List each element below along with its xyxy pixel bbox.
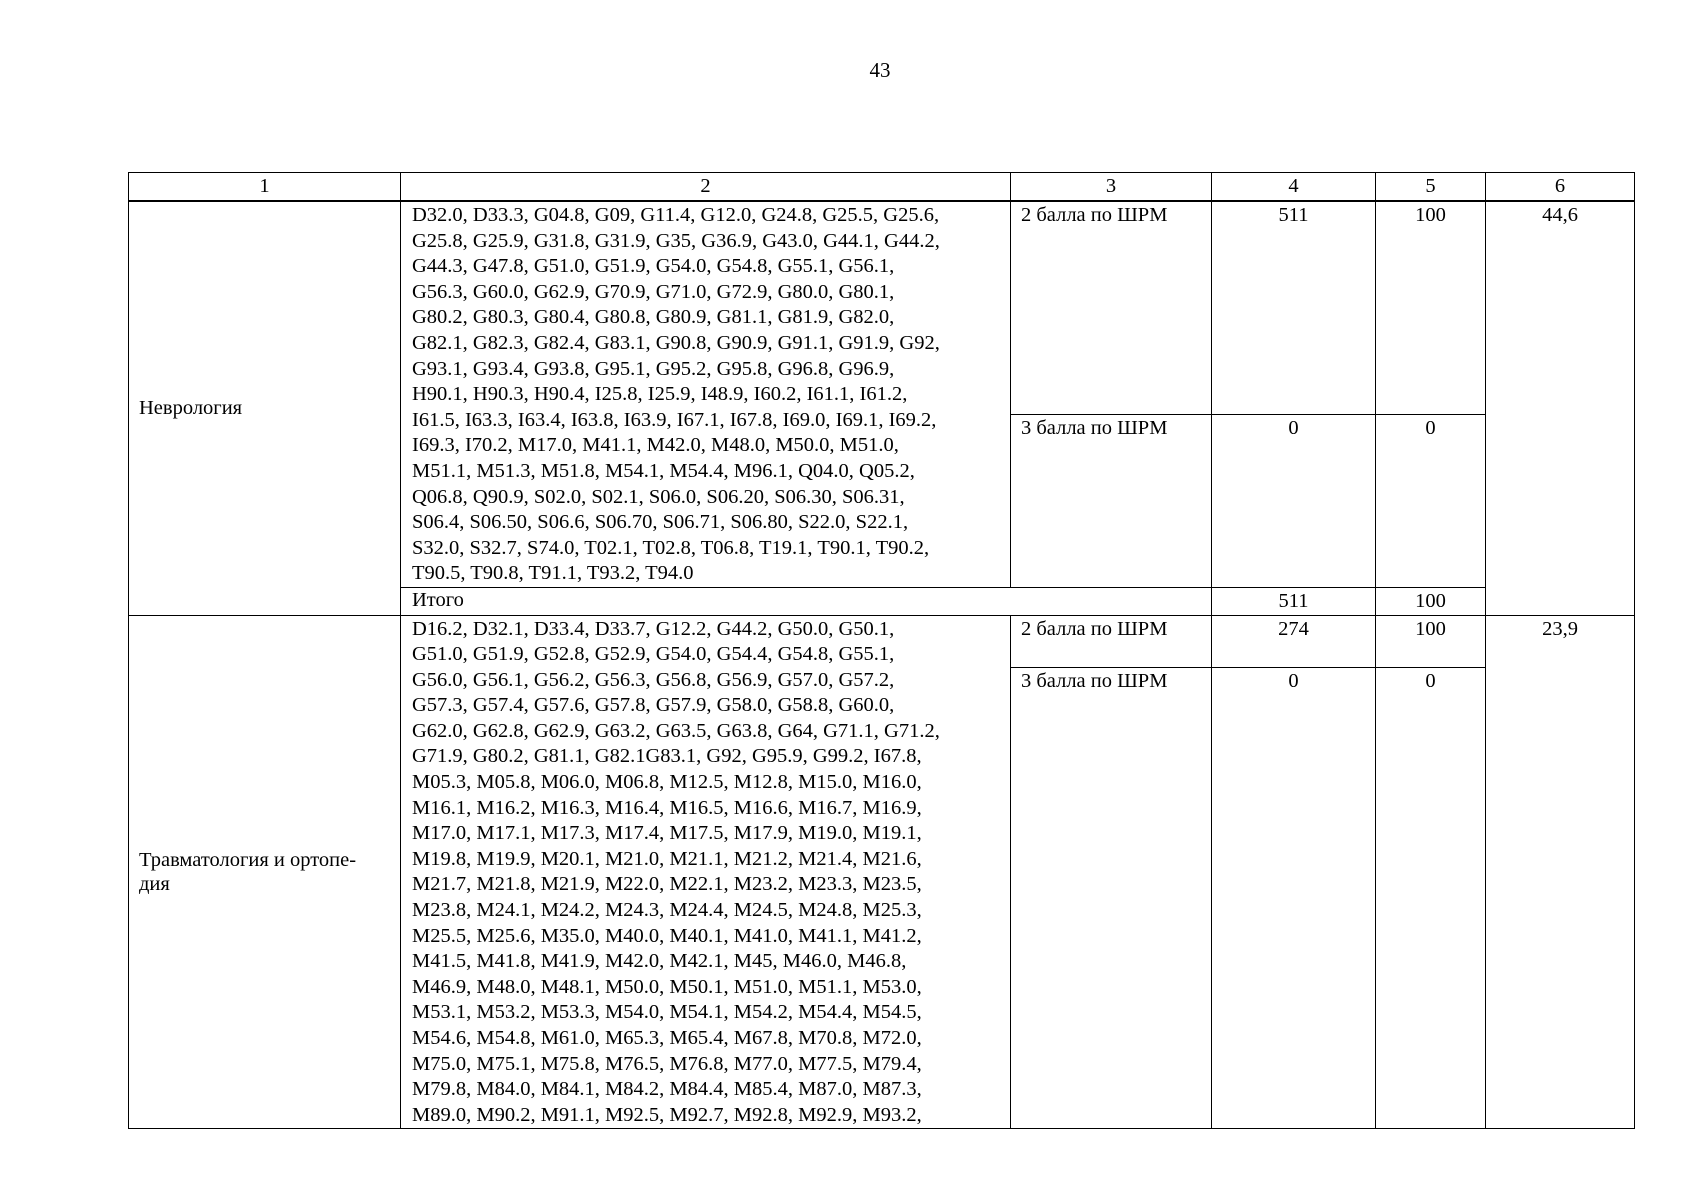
codes-line: M05.3, M05.8, M06.0, M06.8, M12.5, M12.8, M15.0, M16.0,	[412, 771, 922, 794]
codes-line: T90.5, T90.8, T91.1, T93.2, T94.0	[412, 562, 694, 585]
header-col-1: 1	[129, 173, 401, 202]
header-col-4: 4	[1212, 173, 1376, 202]
criterion-cell: 3 балла по ШРМ	[1011, 667, 1212, 1129]
col6-value: 44,6	[1486, 201, 1635, 615]
col6-value: 23,9	[1486, 615, 1635, 1129]
col4-value: 0	[1212, 415, 1376, 588]
codes-line: D16.2, D32.1, D33.4, D33.7, G12.2, G44.2, G50.0, G50.1,	[412, 617, 895, 640]
specialty-line: Травматология и ортопе-	[139, 848, 357, 871]
col4-value: 274	[1212, 615, 1376, 667]
col4-value: 0	[1212, 667, 1376, 1129]
codes-line: G57.3, G57.4, G57.6, G57.8, G57.9, G58.0, G58.8, G60.0,	[412, 694, 895, 717]
codes-line: G71.9, G80.2, G81.1, G82.1G83.1, G92, G95.9, G99.2, I67.8,	[412, 745, 922, 768]
codes-line: M17.0, M17.1, M17.3, M17.4, M17.5, M17.9, M19.0, M19.1,	[412, 822, 922, 845]
codes-line: M46.9, M48.0, M48.1, M50.0, M50.1, M51.0, M51.1, M53.0,	[412, 975, 922, 998]
codes-line: I69.3, I70.2, M17.0, M41.1, M42.0, M48.0, M50.0, M51.0,	[412, 434, 899, 457]
table-row	[129, 615, 1635, 667]
codes-line: G25.8, G25.9, G31.8, G31.9, G35, G36.9, G43.0, G44.1, G44.2,	[412, 229, 940, 252]
specialty-cell: Неврология	[129, 201, 401, 615]
table-row	[129, 201, 1635, 415]
header-col-2: 2	[401, 173, 1011, 202]
header-col-6: 6	[1486, 173, 1635, 202]
criterion-cell: 2 балла по ШРМ	[1011, 615, 1212, 667]
col4-value: 511	[1212, 201, 1376, 415]
codes-line: G93.1, G93.4, G93.8, G95.1, G95.2, G95.8, G96.8, G96.9,	[412, 357, 895, 380]
table-header-row	[129, 173, 1635, 202]
codes-line: M23.8, M24.1, M24.2, M24.3, M24.4, M24.5, M24.8, M25.3,	[412, 899, 922, 922]
codes-line: M75.0, M75.1, M75.8, M76.5, M76.8, M77.0, M77.5, M79.4,	[412, 1052, 922, 1075]
codes-line: G56.0, G56.1, G56.2, G56.3, G56.8, G56.9, G57.0, G57.2,	[412, 668, 895, 691]
diagnosis-codes	[412, 617, 1002, 1129]
total-col5: 100	[1376, 587, 1486, 615]
codes-line: M16.1, M16.2, M16.3, M16.4, M16.5, M16.6, M16.7, M16.9,	[412, 796, 922, 819]
diagnosis-codes	[412, 203, 1002, 587]
total-col4: 511	[1212, 587, 1376, 615]
diagnosis-codes-cell	[401, 615, 1011, 1129]
specialty-cell	[129, 615, 401, 1129]
codes-line: Q06.8, Q90.9, S02.0, S02.1, S06.0, S06.20, S06.30, S06.31,	[412, 485, 905, 508]
codes-line: H90.1, H90.3, H90.4, I25.8, I25.9, I48.9, I60.2, I61.1, I61.2,	[412, 383, 908, 406]
codes-line: G51.0, G51.9, G52.8, G52.9, G54.0, G54.4, G54.8, G55.1,	[412, 643, 895, 666]
codes-line: G80.2, G80.3, G80.4, G80.8, G80.9, G81.1, G81.9, G82.0,	[412, 306, 895, 329]
col5-value: 0	[1376, 667, 1486, 1129]
data-table	[128, 172, 1635, 1129]
codes-line: M19.8, M19.9, M20.1, M21.0, M21.1, M21.2, M21.4, M21.6,	[412, 847, 922, 870]
page-number: 43	[869, 58, 891, 82]
codes-line: G44.3, G47.8, G51.0, G51.9, G54.0, G54.8, G55.1, G56.1,	[412, 255, 895, 278]
total-label: Итого	[401, 587, 1212, 615]
codes-line: M54.6, M54.8, M61.0, M65.3, M65.4, M67.8, M70.8, M72.0,	[412, 1027, 922, 1049]
codes-line: M53.1, M53.2, M53.3, M54.0, M54.1, M54.2, M54.4, M54.5,	[412, 1001, 922, 1024]
specialty-line: дия	[139, 872, 170, 895]
codes-line: D32.0, D33.3, G04.8, G09, G11.4, G12.0, G24.8, G25.5, G25.6,	[412, 204, 940, 226]
col5-value: 100	[1376, 615, 1486, 667]
codes-line: M21.7, M21.8, M21.9, M22.0, M22.1, M23.2, M23.3, M23.5,	[412, 873, 922, 896]
criterion-cell: 3 балла по ШРМ	[1011, 415, 1212, 588]
codes-line: S06.4, S06.50, S06.6, S06.70, S06.71, S06.80, S22.0, S22.1,	[412, 511, 909, 534]
codes-line: M79.8, M84.0, M84.1, M84.2, M84.4, M85.4, M87.0, M87.3,	[412, 1078, 922, 1101]
codes-line: G56.3, G60.0, G62.9, G70.9, G71.0, G72.9, G80.0, G80.1,	[412, 280, 895, 303]
col5-value: 0	[1376, 415, 1486, 588]
codes-line: G82.1, G82.3, G82.4, G83.1, G90.8, G90.9, G91.1, G91.9, G92,	[412, 331, 940, 354]
header-col-5: 5	[1376, 173, 1486, 202]
codes-line: M51.1, M51.3, M51.8, M54.1, M54.4, M96.1, Q04.0, Q05.2,	[412, 459, 915, 482]
diagnosis-codes-cell	[401, 201, 1011, 587]
criterion-cell: 2 балла по ШРМ	[1011, 201, 1212, 415]
codes-line: G62.0, G62.8, G62.9, G63.2, G63.5, G63.8, G64, G71.1, G71.2,	[412, 719, 940, 742]
codes-line: S32.0, S32.7, S74.0, T02.1, T02.8, T06.8, T19.1, T90.1, T90.2,	[412, 536, 930, 559]
codes-line: M89.0, M90.2, M91.1, M92.5, M92.7, M92.8, M92.9, M93.2,	[412, 1103, 922, 1126]
header-col-3: 3	[1011, 173, 1212, 202]
codes-line: I61.5, I63.3, I63.4, I63.8, I63.9, I67.1, I67.8, I69.0, I69.1, I69.2,	[412, 408, 937, 431]
col5-value: 100	[1376, 201, 1486, 415]
codes-line: M25.5, M25.6, M35.0, M40.0, M40.1, M41.0, M41.1, M41.2,	[412, 924, 922, 947]
codes-line: M41.5, M41.8, M41.9, M42.0, M42.1, M45, M46.0, M46.8,	[412, 950, 907, 973]
